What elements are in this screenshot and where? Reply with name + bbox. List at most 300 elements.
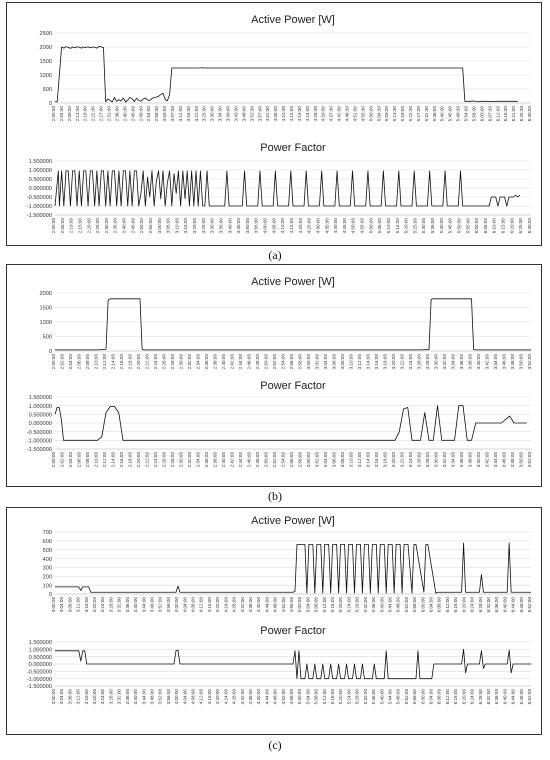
fig1-chart0-xtick-label: 3:44:00	[493, 354, 498, 370]
fig2-chart0-xtick-label: 4:36:00	[247, 597, 253, 613]
fig2-chart0-xtick-label: 5:00:00	[297, 597, 303, 613]
fig0-chart1-xtick-label: 3:55:00	[253, 217, 259, 234]
figure-panel-b	[6, 264, 542, 487]
fig1-chart1-xtick-label: 2:48:00	[255, 452, 260, 468]
fig2-chart0-xtick-label: 6:24:00	[469, 597, 475, 613]
fig1-chart1-ytick-label: 0.000000	[28, 421, 52, 428]
fig1-chart1-xtick-label: 3:46:00	[501, 452, 507, 468]
fig2-chart1-xtick-label: 3:52:00	[157, 689, 163, 705]
fig1-chart1-ytick-label: 0.500000	[28, 412, 52, 419]
fig0-chart1-xtick-label: 3:40:00	[227, 218, 233, 234]
fig0-chart1-xtick-label: 2:30:00	[103, 218, 109, 234]
fig0-chart1-xtick-label: 3:00:00	[156, 218, 162, 234]
fig1-chart0-xtick-label: 2:18:00	[127, 354, 133, 370]
fig1-chart1-xtick-label: 2:38:00	[212, 452, 218, 468]
fig0-chart1-xtick-label: 4:25:00	[306, 218, 312, 234]
fig0-chart1-xtick-label: 5:15:00	[394, 218, 400, 234]
fig2-chart1-xtick-label: 6:04:00	[428, 689, 434, 705]
fig1-chart0-xtick-label: 3:06:00	[331, 354, 337, 370]
fig2-chart1-xtick-label: 5:24:00	[346, 689, 352, 705]
fig0-chart0-xtick-label: 6:25:30	[519, 106, 525, 122]
fig1-chart0-xtick-label: 2:20:00	[136, 354, 141, 370]
fig1-chart1-xtick-label: 3:44:00	[493, 452, 498, 468]
fig1-chart0-xtick-label: 2:10:00	[93, 354, 99, 370]
fig1-chart0-xtick-label: 3:32:00	[442, 354, 447, 370]
fig2-chart1-xtick-label: 4:36:00	[247, 689, 253, 705]
fig1-chart0-xtick-label: 3:30:00	[433, 354, 439, 370]
fig1-chart0-xtick-label: 3:20:00	[391, 354, 396, 370]
fig2-chart1-series-line	[55, 649, 531, 678]
fig2-chart0-xtick-label: 6:16:00	[453, 597, 459, 613]
fig1-chart1-xtick-label: 3:00:00	[306, 452, 311, 468]
fig0-chart1-xtick-label: 5:50:00	[456, 218, 462, 234]
fig0-chart1-xtick-label: 3:15:00	[183, 218, 189, 234]
fig0-chart1-ytick-label: 0.000000	[28, 186, 52, 193]
fig2-chart0-xtick-label: 3:48:00	[149, 597, 155, 613]
fig2-chart1-xtick-label: 6:48:00	[518, 689, 524, 705]
fig2-chart1-xtick-label: 4:08:00	[190, 689, 196, 705]
fig2-chart0-xtick-label: 6:32:00	[485, 597, 491, 613]
fig1-chart0-ytick-label: 0	[48, 349, 52, 356]
fig2-chart1-xtick-label: 6:40:00	[502, 689, 508, 705]
fig2-chart0-xtick-label: 3:56:00	[165, 597, 171, 613]
fig1-chart0-xtick-label: 3:48:00	[510, 354, 515, 370]
fig1-chart1-xtick-label: 3:28:00	[425, 452, 430, 468]
fig1-chart1-xtick-label: 2:36:00	[204, 452, 209, 468]
fig0-chart1-ytick-label: 0.500000	[28, 177, 52, 184]
fig2-chart1-xtick-label: 6:32:00	[485, 689, 491, 705]
fig0-chart0-xtick-label: 4:10:30	[281, 106, 287, 122]
fig1-chart0-xtick-label: 2:14:00	[110, 354, 116, 370]
fig2-chart0-xtick-label: 5:12:00	[321, 597, 327, 613]
fig2-chart0-ytick-label: 600	[42, 539, 52, 546]
fig0-chart1-xtick-label: 4:40:00	[333, 218, 339, 234]
fig1-chart0-xtick-label: 3:00:00	[306, 354, 311, 370]
fig1-chart1-xtick-label: 2:18:00	[127, 452, 133, 468]
fig0-chart1-xtick-label: 3:50:00	[244, 217, 250, 234]
fig2-chart1-xtick-label: 4:00:00	[174, 689, 180, 705]
fig1-chart1-ytick-label: 1.500000	[28, 395, 52, 402]
fig2-chart0-xtick-label: 6:12:00	[444, 597, 450, 613]
fig1-chart0-ytick-label: 2000	[39, 291, 52, 298]
fig0-chart1-xtick-label: 4:35:00	[324, 218, 330, 234]
fig1-chart0-xtick-label: 2:06:00	[76, 354, 82, 370]
fig1-chart1-xtick-label: 2:24:00	[153, 452, 158, 468]
fig2-chart0-xtick-label: 6:04:00	[428, 597, 434, 613]
fig0-chart0-xtick-label: 4:24:00	[304, 106, 310, 122]
fig2-chart0-xtick-label: 3:32:00	[116, 597, 122, 613]
fig0-chart1-ytick-label: -1.500000	[26, 213, 52, 220]
fig2-chart0-xtick-label: 5:52:00	[403, 597, 409, 613]
fig2-chart1-xtick-label: 3:40:00	[133, 689, 139, 705]
fig2-chart0-xtick-label: 5:40:00	[379, 597, 385, 613]
fig2-chart1-xtick-label: 4:56:00	[289, 689, 294, 705]
fig0-chart1-ytick-label: -1.000000	[26, 204, 52, 211]
fig2-chart1-xtick-label: 5:28:00	[354, 689, 360, 705]
fig2-chart1-xtick-label: 5:56:00	[412, 689, 418, 705]
fig2-chart1-xtick-label: 4:48:00	[272, 689, 278, 705]
fig1-chart0-xtick-label: 2:40:00	[221, 354, 226, 370]
fig1-chart1-xtick-label: 2:16:00	[119, 452, 124, 468]
fig2-chart1-xtick-label: 5:48:00	[395, 689, 401, 705]
fig0-chart0-xtick-label: 6:16:30	[503, 106, 509, 122]
fig2-chart1-xtick-label: 3:36:00	[124, 689, 130, 705]
fig0-chart0-xtick-label: 5:22:30	[408, 106, 413, 122]
fig1-chart0-xtick-label: 2:54:00	[280, 354, 286, 370]
fig1-chart0-series-line	[55, 299, 531, 350]
fig2-chart1-xtick-label: 5:40:00	[379, 689, 385, 705]
fig0-chart0-xtick-label: 4:33:00	[320, 106, 326, 122]
fig0-chart0-xtick-label: 2:49:30	[138, 106, 144, 122]
fig2-chart1-ytick-label: 0.000000	[28, 662, 52, 669]
fig1-chart1-xtick-label: 2:00:00	[51, 452, 56, 468]
fig2-chart1-xtick-label: 3:08:00	[67, 689, 73, 705]
fig2-chart0-ytick-label: 700	[42, 530, 52, 537]
fig0-chart0-xtick-label: 2:54:00	[146, 106, 152, 122]
fig0-chart0-xtick-label: 3:43:30	[233, 106, 239, 122]
fig2-chart1-xtick-label: 3:24:00	[100, 689, 106, 705]
fig2-chart0-xtick-label: 5:36:00	[371, 597, 377, 613]
fig1-chart0-xtick-label: 2:32:00	[187, 354, 192, 370]
fig0-chart1-xtick-label: 4:15:00	[289, 218, 294, 234]
fig2-chart1-xtick-label: 5:16:00	[330, 689, 336, 705]
fig2-chart1-xtick-label: 5:44:00	[387, 689, 393, 705]
fig1-chart1-xtick-label: 2:54:00	[280, 452, 286, 468]
fig2-chart0-ytick-label: 0	[48, 592, 52, 599]
fig2-chart0-xtick-label: 5:48:00	[395, 597, 401, 613]
fig0-chart1-xtick-label: 3:30:00	[209, 218, 215, 234]
fig2-chart0-xtick-label: 4:24:00	[223, 597, 229, 613]
fig1-chart0-xtick-label: 2:04:00	[68, 354, 73, 370]
fig0-chart0-xtick-label: 4:55:30	[360, 106, 366, 122]
fig1-chart1-xtick-label: 3:24:00	[408, 452, 413, 468]
fig1-chart1-xtick-label: 3:12:00	[357, 452, 362, 468]
fig2-chart0-xtick-label: 3:36:00	[124, 597, 130, 613]
fig1-chart1-xtick-label: 3:48:00	[510, 452, 515, 468]
fig2-chart1-xtick-label: 6:00:00	[420, 689, 426, 705]
fig1-chart1-xtick-label: 3:34:00	[450, 452, 456, 468]
fig0-chart1-xtick-label: 2:45:00	[130, 218, 136, 234]
fig0-chart1-xtick-label: 6:30:00	[527, 218, 532, 234]
fig0-chart1-xtick-label: 5:20:00	[403, 218, 409, 234]
fig0-chart0-xtick-label: 3:39:00	[225, 106, 231, 122]
fig2-chart1-xtick-label: 6:08:00	[436, 689, 442, 705]
fig0-chart0-xtick-label: 6:12:00	[495, 106, 501, 122]
fig0-chart1-xtick-label: 4:05:00	[271, 218, 277, 234]
fig2-chart0-xtick-label: 3:04:00	[59, 597, 65, 613]
caption-b: (b)	[268, 489, 282, 503]
fig2-chart0-xtick-label: 4:16:00	[206, 597, 212, 613]
fig2-chart1-xtick-label: 3:04:00	[59, 689, 65, 705]
fig0-chart0-xtick-label: 3:52:30	[249, 105, 255, 122]
fig0-chart0-xtick-label: 4:19:30	[296, 106, 302, 122]
fig2-chart0-xtick-label: 4:12:00	[198, 597, 204, 613]
panel-c-svg	[7, 508, 541, 734]
fig2-chart0-ytick-label: 100	[42, 583, 52, 590]
fig0-chart1-xtick-label: 2:20:00	[86, 218, 92, 234]
fig0-chart0-xtick-label: 4:01:30	[265, 106, 271, 122]
fig0-chart0-xtick-label: 6:03:00	[479, 106, 485, 122]
fig1-chart1-xtick-label: 3:18:00	[382, 452, 388, 468]
fig0-chart1-xtick-label: 6:00:00	[474, 218, 480, 234]
fig1-chart0-xtick-label: 3:42:00	[484, 354, 490, 370]
fig1-chart0-xtick-label: 2:58:00	[297, 354, 303, 370]
fig0-chart1-xtick-label: 6:10:00	[491, 218, 497, 234]
fig2-chart1-xtick-label: 3:16:00	[83, 689, 89, 705]
fig0-chart0-series-line	[55, 46, 518, 101]
fig0-chart0-ytick-label: 0	[48, 101, 52, 108]
fig0-chart1-xtick-label: 2:25:00	[95, 218, 101, 234]
fig2-chart0-xtick-label: 3:24:00	[100, 597, 106, 613]
fig2-chart1-xtick-label: 6:36:00	[494, 689, 500, 705]
fig2-chart1-xtick-label: 4:32:00	[239, 689, 245, 705]
fig0-chart0-xtick-label: 3:12:00	[177, 106, 183, 122]
fig2-chart0-xtick-label: 4:04:00	[182, 597, 188, 613]
fig0-chart1-ytick-label: 1.000000	[28, 168, 52, 175]
fig2-chart0-xtick-label: 6:28:00	[477, 597, 483, 613]
fig1-chart1-xtick-label: 3:42:00	[484, 452, 490, 468]
fig1-chart1-xtick-label: 3:38:00	[467, 452, 473, 468]
fig0-chart0-xtick-label: 3:16:30	[185, 106, 191, 122]
fig1-chart0-xtick-label: 3:28:00	[425, 354, 430, 370]
fig0-chart1-xtick-label: 3:20:00	[192, 218, 198, 234]
fig2-chart0-xtick-label: 6:00:00	[420, 597, 426, 613]
fig2-chart0-xtick-label: 3:12:00	[75, 597, 81, 613]
fig2-chart0-xtick-label: 5:04:00	[305, 597, 311, 613]
fig0-chart0-xtick-label: 5:40:30	[439, 106, 445, 122]
fig1-chart0-xtick-label: 2:36:00	[204, 354, 209, 370]
fig2-chart0-xtick-label: 3:08:00	[67, 597, 73, 613]
fig0-chart0-xtick-label: 5:18:00	[400, 106, 406, 122]
fig0-chart1-xtick-label: 2:15:00	[77, 218, 83, 234]
fig1-chart0-xtick-label: 3:16:00	[374, 354, 379, 370]
fig1-chart1-xtick-label: 2:50:00	[263, 452, 269, 468]
fig1-chart0-ytick-label: 1500	[39, 305, 52, 312]
fig1-chart0-xtick-label: 3:36:00	[459, 354, 464, 370]
fig1-chart1-xtick-label: 2:58:00	[297, 452, 303, 468]
fig1-chart1-xtick-label: 3:30:00	[433, 452, 439, 468]
fig0-chart0-xtick-label: 2:22:30	[90, 106, 96, 122]
fig0-chart0-xtick-label: 2:13:30	[74, 106, 80, 122]
fig2-chart0-ytick-label: 500	[42, 547, 52, 554]
fig0-chart1-xtick-label: 6:05:00	[482, 218, 488, 234]
fig0-chart0-ytick-label: 2500	[39, 31, 52, 38]
fig2-chart0-xtick-label: 5:44:00	[387, 597, 393, 613]
fig1-chart1-xtick-label: 3:14:00	[365, 452, 371, 468]
fig0-chart1-xtick-label: 2:35:00	[112, 218, 118, 234]
fig2-chart1-xtick-label: 4:12:00	[198, 689, 204, 705]
fig0-chart0-xtick-label: 3:57:00	[257, 106, 263, 122]
fig1-chart0-xtick-label: 3:04:00	[323, 354, 328, 370]
fig2-chart0-xtick-label: 4:48:00	[272, 597, 278, 613]
fig2-chart1-xtick-label: 4:16:00	[206, 689, 212, 705]
fig2-chart1-xtick-label: 5:36:00	[371, 689, 377, 705]
fig0-chart1-xtick-label: 4:30:00	[315, 218, 321, 234]
fig1-chart0-title: Active Power [W]	[251, 276, 335, 288]
fig0-chart0-xtick-label: 2:00:00	[51, 106, 56, 122]
fig1-chart1-ytick-label: -1.500000	[26, 447, 52, 454]
fig2-chart0-ytick-label: 200	[42, 574, 52, 581]
fig2-chart1-xtick-label: 3:48:00	[149, 689, 155, 705]
fig1-chart1-ytick-label: 1.000000	[28, 403, 52, 410]
fig0-chart1-xtick-label: 4:10:00	[280, 218, 286, 234]
fig1-chart0-xtick-label: 2:28:00	[170, 354, 175, 370]
fig0-chart1-xtick-label: 3:10:00	[174, 218, 180, 234]
fig1-chart1-xtick-label: 2:06:00	[76, 452, 82, 468]
fig2-chart1-xtick-label: 3:28:00	[108, 689, 114, 705]
fig2-chart0-xtick-label: 6:36:00	[494, 597, 500, 613]
fig2-chart1-xtick-label: 3:56:00	[165, 689, 171, 705]
caption-a: (a)	[268, 248, 282, 262]
fig1-chart0-xtick-label: 3:34:00	[450, 354, 456, 370]
fig0-chart0-xtick-label: 4:37:30	[328, 106, 334, 122]
fig1-chart0-xtick-label: 2:56:00	[289, 354, 294, 370]
fig2-chart0-xtick-label: 4:52:00	[280, 597, 286, 613]
fig2-chart0-xtick-label: 4:00:00	[174, 597, 180, 613]
fig2-chart0-xtick-label: 5:16:00	[330, 597, 336, 613]
fig2-chart0-xtick-label: 5:24:00	[346, 597, 352, 613]
fig0-chart0-xtick-label: 3:30:00	[209, 106, 215, 122]
fig0-chart1-ytick-label: -0.500000	[26, 195, 52, 202]
fig0-chart0-xtick-label: 3:34:30	[217, 106, 223, 122]
fig1-chart0-xtick-label: 2:26:00	[161, 354, 167, 370]
fig2-chart1-xtick-label: 6:16:00	[453, 689, 459, 705]
fig1-chart0-xtick-label: 2:46:00	[246, 354, 252, 370]
panel-b-svg	[7, 265, 541, 486]
fig1-chart0-xtick-label: 3:38:00	[467, 354, 473, 370]
fig2-chart0-xtick-label: 3:00:00	[51, 597, 56, 613]
fig0-chart0-xtick-label: 5:04:30	[376, 106, 382, 122]
fig0-chart1-xtick-label: 6:15:00	[500, 218, 506, 234]
fig0-chart0-xtick-label: 4:42:00	[336, 106, 342, 122]
fig2-chart0-xtick-label: 4:28:00	[231, 597, 237, 613]
fig2-chart1-xtick-label: 5:04:00	[305, 689, 311, 705]
fig2-chart0-xtick-label: 6:48:00	[518, 597, 524, 613]
fig0-chart0-xtick-label: 3:21:00	[193, 106, 199, 122]
fig2-chart0-title: Active Power [W]	[251, 515, 335, 527]
fig0-chart0-xtick-label: 6:30:00	[527, 106, 532, 122]
fig0-chart0-xtick-label: 4:06:00	[273, 106, 279, 122]
fig1-chart0-xtick-label: 2:30:00	[178, 354, 184, 370]
fig0-chart1-xtick-label: 5:55:00	[465, 218, 471, 234]
fig2-chart0-xtick-label: 3:44:00	[141, 597, 147, 613]
figure-panel-a	[6, 2, 542, 246]
fig2-chart0-xtick-label: 3:20:00	[92, 597, 98, 613]
fig2-chart0-xtick-label: 4:08:00	[190, 597, 196, 613]
fig0-chart1-xtick-label: 6:25:00	[518, 218, 524, 234]
fig0-chart1-xtick-label: 2:05:00	[59, 218, 65, 234]
fig1-chart1-xtick-label: 3:52:00	[527, 452, 532, 468]
fig2-chart1-xtick-label: 4:52:00	[280, 689, 286, 705]
fig2-chart1-xtick-label: 6:44:00	[510, 689, 516, 705]
fig0-chart0-xtick-label: 3:07:30	[170, 106, 175, 122]
fig2-chart0-xtick-label: 6:44:00	[510, 597, 516, 613]
fig1-chart0-xtick-label: 2:52:00	[272, 354, 277, 370]
fig0-chart1-xtick-label: 5:35:00	[430, 218, 436, 234]
fig2-chart1-xtick-label: 3:20:00	[92, 689, 98, 705]
fig0-chart1-xtick-label: 5:05:00	[377, 218, 383, 234]
fig2-chart0-xtick-label: 6:40:00	[502, 597, 508, 613]
fig1-chart0-xtick-label: 2:22:00	[144, 354, 150, 370]
fig1-chart1-xtick-label: 2:30:00	[178, 452, 184, 468]
fig1-chart1-xtick-label: 2:02:00	[59, 452, 65, 468]
fig1-chart1-xtick-label: 2:14:00	[110, 452, 116, 468]
fig2-chart0-xtick-label: 4:56:00	[289, 597, 294, 613]
fig1-chart0-xtick-label: 3:10:00	[348, 354, 354, 370]
fig0-chart1-ytick-label: 1.500000	[28, 159, 52, 166]
fig1-chart0-ytick-label: 500	[42, 334, 52, 341]
fig1-chart1-ytick-label: -0.500000	[26, 429, 52, 436]
fig1-chart0-ytick-label: 1000	[39, 320, 52, 327]
fig2-chart1-xtick-label: 5:20:00	[338, 689, 344, 705]
fig0-chart1-series-line	[55, 171, 520, 206]
fig1-chart0-xtick-label: 2:12:00	[102, 354, 107, 370]
fig1-chart0-xtick-label: 3:52:00	[527, 354, 532, 370]
fig1-chart1-xtick-label: 2:42:00	[229, 452, 235, 468]
fig2-chart1-xtick-label: 6:28:00	[477, 689, 483, 705]
fig0-chart1-xtick-label: 4:20:00	[297, 218, 303, 234]
fig0-chart0-xtick-label: 3:48:00	[241, 106, 247, 122]
fig0-chart1-xtick-label: 2:55:00	[147, 218, 153, 234]
fig2-chart0-xtick-label: 4:20:00	[215, 597, 221, 613]
fig2-chart1-xtick-label: 5:52:00	[403, 689, 409, 705]
fig1-chart1-ytick-label: -1.000000	[26, 438, 52, 445]
fig0-chart1-xtick-label: 5:40:00	[438, 218, 444, 234]
fig2-chart1-xtick-label: 3:12:00	[75, 689, 81, 705]
fig1-chart1-xtick-label: 2:32:00	[187, 452, 192, 468]
fig0-chart0-xtick-label: 2:36:00	[114, 106, 120, 122]
fig1-chart1-xtick-label: 2:52:00	[272, 452, 277, 468]
fig2-chart0-xtick-label: 3:28:00	[108, 597, 114, 613]
fig0-chart0-xtick-label: 5:09:00	[384, 106, 390, 122]
fig0-chart0-ytick-label: 1000	[39, 73, 52, 80]
fig1-chart1-xtick-label: 2:46:00	[246, 452, 252, 468]
fig2-chart0-xtick-label: 3:52:00	[157, 597, 163, 613]
fig0-chart0-xtick-label: 6:21:00	[511, 105, 517, 122]
fig1-chart1-xtick-label: 3:50:00	[518, 452, 524, 468]
fig0-chart1-xtick-label: 4:50:00	[350, 218, 356, 234]
fig2-chart0-xtick-label: 3:16:00	[83, 597, 89, 613]
fig0-chart0-xtick-label: 2:04:30	[58, 106, 64, 122]
fig0-chart0-xtick-label: 4:46:30	[344, 106, 350, 122]
fig1-chart1-xtick-label: 2:44:00	[238, 452, 243, 468]
fig1-chart0-xtick-label: 2:48:00	[255, 354, 260, 370]
fig1-chart1-xtick-label: 2:20:00	[136, 452, 141, 468]
fig0-chart0-xtick-label: 3:25:30	[201, 106, 207, 122]
fig1-chart0-xtick-label: 3:02:00	[314, 354, 320, 370]
fig2-chart0-xtick-label: 4:44:00	[264, 597, 270, 613]
fig2-chart1-xtick-label: 4:24:00	[223, 689, 229, 705]
fig0-chart0-xtick-label: 2:09:00	[66, 106, 72, 122]
fig1-chart0-xtick-label: 3:46:00	[501, 354, 507, 370]
fig0-chart0-xtick-label: 5:36:00	[431, 106, 437, 122]
fig2-chart1-ytick-label: 1.000000	[28, 647, 52, 654]
fig0-chart1-title: Power Factor	[260, 142, 326, 154]
fig1-chart1-xtick-label: 3:08:00	[340, 452, 345, 468]
fig0-chart0-xtick-label: 4:15:00	[289, 106, 294, 122]
fig2-chart1-xtick-label: 4:04:00	[182, 689, 188, 705]
fig1-chart1-xtick-label: 2:26:00	[161, 452, 167, 468]
fig1-chart0-xtick-label: 3:22:00	[399, 354, 405, 370]
fig1-chart0-xtick-label: 3:12:00	[357, 354, 362, 370]
fig0-chart0-xtick-label: 4:28:30	[312, 106, 318, 122]
fig1-chart0-xtick-label: 2:00:00	[51, 354, 56, 370]
fig1-chart1-xtick-label: 2:34:00	[195, 452, 201, 468]
fig1-chart0-xtick-label: 2:16:00	[119, 354, 124, 370]
fig0-chart1-xtick-label: 3:25:00	[200, 218, 206, 234]
fig0-chart0-xtick-label: 5:27:00	[415, 106, 421, 122]
fig1-chart1-xtick-label: 2:22:00	[144, 452, 150, 468]
